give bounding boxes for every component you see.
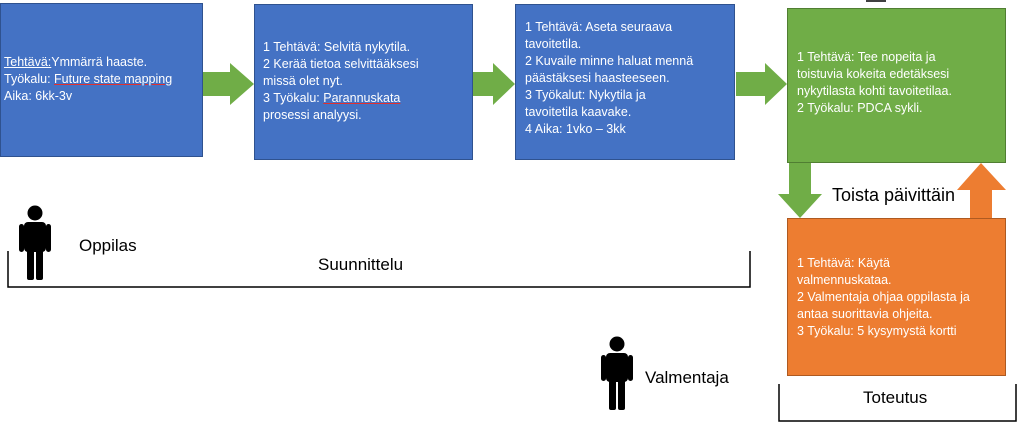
text-line: 2 Kuvaile minne haluat mennä <box>525 54 694 68</box>
text-line: tavoitetila kaavake. <box>525 105 632 119</box>
person-icon-student <box>19 206 51 281</box>
text-line: 2 Kerää tietoa selvittääksesi <box>263 57 419 71</box>
planning-label: Suunnittelu <box>318 255 404 274</box>
person-icon-coach <box>601 337 633 411</box>
execution-label: Toteutus <box>863 388 928 407</box>
arrow-right-2 <box>473 63 515 105</box>
text-line: toistuvia kokeita edetäksesi <box>797 67 950 81</box>
coach-label: Valmentaja <box>645 368 729 387</box>
text-line: tavoitetila. <box>525 37 582 51</box>
text-line: 4 Aika: 1vko – 3kk <box>525 122 626 136</box>
arrow-up <box>957 163 1006 218</box>
text-line: 3 Työkalu: 5 kysymystä kortti <box>797 324 957 338</box>
text-line: 1 Tehtävä: Selvitä nykytila. <box>263 40 411 54</box>
tool-line: Työkalu: Future state mapping <box>4 72 173 86</box>
text-line: valmennuskataa. <box>797 273 892 287</box>
text-line: päästäksesi haasteeseen. <box>525 71 670 85</box>
text-line: missä olet nyt. <box>263 74 343 88</box>
text-line: 1 Tehtävä: Tee nopeita ja <box>797 50 936 64</box>
student-label: Oppilas <box>79 236 137 255</box>
text-line: nykytilasta kohti tavoitetilaa. <box>797 84 952 98</box>
text-line: 2 Valmentaja ohjaa oppilasta ja <box>797 290 970 304</box>
repeat-daily-label: Toista päivittäin <box>832 185 956 205</box>
text-line: 1 Tehtävä: Käytä <box>797 256 890 270</box>
task-line: Tehtävä:Ymmärrä haaste. <box>4 55 148 69</box>
text-line: 3 Työkalut: Nykytila ja <box>525 88 646 102</box>
text-line: antaa suorittavia ohjeita. <box>797 307 933 321</box>
tool-line: 3 Työkalu: Parannuskata <box>263 91 401 105</box>
text-line: 2 Työkalu: PDCA sykli. <box>797 101 923 115</box>
arrow-right-3 <box>736 63 787 105</box>
arrow-right-1 <box>203 63 254 105</box>
arrow-down <box>778 163 822 218</box>
text-line: 1 Tehtävä: Aseta seuraava <box>525 20 673 34</box>
text-line: prosessi analyysi. <box>263 108 362 122</box>
time-line: Aika: 6kk-3v <box>4 89 73 103</box>
